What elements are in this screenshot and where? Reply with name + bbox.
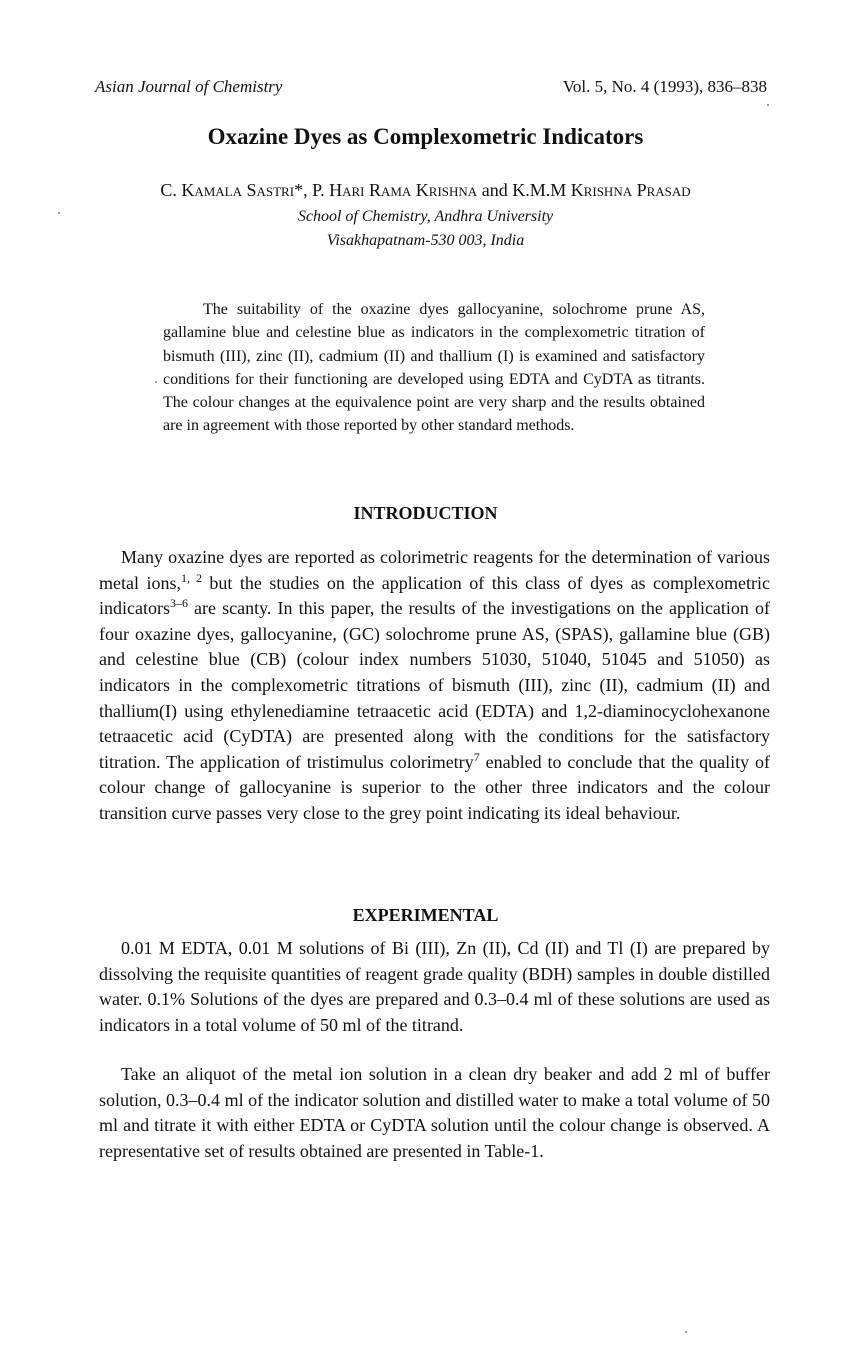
citation-1-2: 1, 2 xyxy=(180,570,202,585)
author-1-prefix: C. xyxy=(160,180,182,200)
citation-7: 7 xyxy=(473,749,480,764)
author-1-name: Kamala Sastri xyxy=(181,180,295,200)
scan-speck xyxy=(685,1331,687,1333)
running-head xyxy=(95,77,767,101)
scan-speck xyxy=(767,104,769,106)
experimental-heading: EXPERIMENTAL xyxy=(352,905,499,925)
journal-name: Asian Journal of Chemistry xyxy=(95,77,283,96)
author-2-suffix: and K.M.M xyxy=(477,180,571,200)
affiliation-line-1: School of Chemistry, Andhra University xyxy=(297,208,554,225)
author-3-name: Krishna Prasad xyxy=(570,180,691,200)
author-2-name: Hari Rama Krishna xyxy=(329,180,478,200)
intro-text-4: enabled to conclude that the quality of colour change of gallocyanine is superior to the other three indicators and the colour transition curve passes very close to the grey point indicating its ideal behaviour. xyxy=(99,751,771,823)
scan-speck xyxy=(155,381,157,383)
paper-title: Oxazine Dyes as Complexometric Indicators xyxy=(207,124,644,149)
scan-speck xyxy=(58,212,60,214)
introduction-heading: INTRODUCTION xyxy=(353,503,498,523)
author-1-suffix: *, P. xyxy=(294,180,330,200)
experimental-paragraph-1: 0.01 M EDTA, 0.01 M solutions of Bi (III), Zn (II), Cd (II) and Tl (I) are prepared by dissolving the requisite quantities of reagent grade quality (BDH) samples in double distilled water. 0.1% Solutions of the dyes are prepared and 0.3–0.4 ml of these solutions are used as indicators in a total volume of 50 ml of the titrand. xyxy=(99,938,770,1035)
citation-3-6: 3–6 xyxy=(169,596,188,611)
intro-text-3: are scanty. In this paper, the results of the investigations on the application of four oxazine dyes, gallocyanine, (GC) solochrome prune AS, (SPAS), gallamine blue (GB) and celestine blue (CB) (colour index numbers 51030, 51040, 51045 and 51050) as indicators in the complexometric titrations of bismuth (III), zinc (II), cadmium (II) and thallium(I) using ethylenediamine tetraacetic acid (EDTA) and 1,2-diaminocyclohexanone tetraacetic acid (CyDTA) are presented along with the conditions for the satisfactory titration. The application of tristimulus colorimetry xyxy=(99,598,770,772)
introduction-paragraph xyxy=(99,545,770,827)
abstract: The suitability of the oxazine dyes gallocyanine, solochrome prune AS, gallamine blue and celestine blue as indicators in the complexometric titration of bismuth (III), zinc (II), cadmium (II) and thallium (I) is examined and satisfactory conditions for their functioning are developed using EDTA and CyDTA as titrants. The colour changes at the equivalence point are very sharp and the results obtained are in agreement with those reported by other standard methods. xyxy=(163,301,705,435)
intro-text-1: Many oxazine dyes are reported as colorimetric reagents for the determination of various metal ions, xyxy=(99,547,770,593)
volume-info: Vol. 5, No. 4 (1993), 836–838 xyxy=(562,77,767,96)
experimental-paragraph-2: Take an aliquot of the metal ion solution in a clean dry beaker and add 2 ml of buffer solution, 0.3–0.4 ml of the indicator solution and distilled water to make a total volume of 50 ml and titrate it with either EDTA or CyDTA solution until the colour change is observed. A representative set of results obtained are presented in Table-1. xyxy=(99,1064,770,1161)
intro-text-2: but the studies on the application of this class of dyes as complexometric indicators xyxy=(99,572,770,619)
affiliation-line-2: Visakhapatnam-530 003, India xyxy=(326,232,525,249)
author-list xyxy=(0,180,851,201)
